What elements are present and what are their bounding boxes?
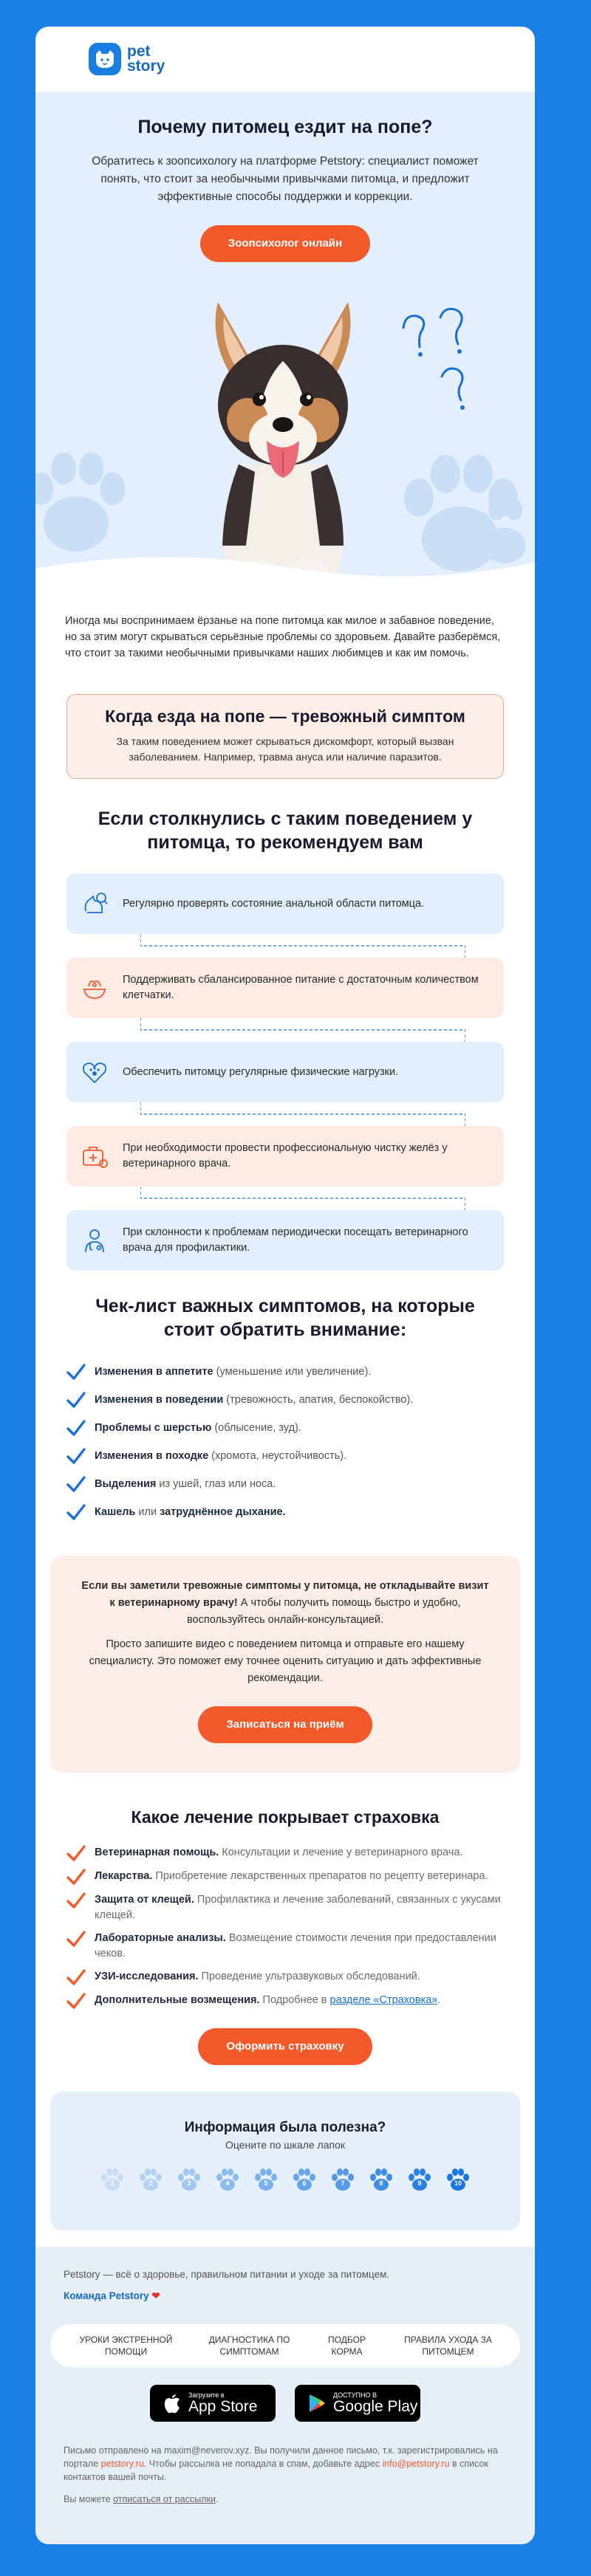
portal-link[interactable]: petstory.ru [100, 2459, 144, 2469]
legal-text-part: . Чтобы рассылка не попадала в спам, добавьте адрес [143, 2459, 383, 2469]
insurance-bold: Защита от клещей. [95, 1894, 194, 1906]
vet-kit-icon [78, 1140, 111, 1172]
legal-text-part: . [215, 2494, 219, 2504]
insurance-bold: Лабораторные анализы. [95, 1932, 226, 1944]
checklist-bold: Выделения [95, 1478, 157, 1490]
insurance-rest: Приобретение лекарственных препаратов по рецепту ветеринара. [152, 1870, 488, 1882]
heart-paw-icon [78, 1056, 111, 1088]
checklist-rest: (тревожность, апатия, беспокойство). [223, 1394, 414, 1406]
rating-paw-number: 5 [264, 2180, 268, 2187]
connector-line [140, 1018, 465, 1042]
checkmark-icon [66, 1969, 86, 1985]
rating-paw-6[interactable] [291, 2167, 318, 2194]
connector-line [140, 934, 465, 958]
checklist-rest: (хромота, неустойчивость). [208, 1450, 347, 1462]
vet-text-2: Просто запишите видео с поведением питомца и отправьте его нашему специалисту. Это поможет ему точнее оценить ситуацию и дать эффективные рекомендации. [89, 1638, 482, 1684]
checklist-rest: (уменьшение или увеличение). [213, 1366, 372, 1378]
apple-icon [163, 2393, 181, 2414]
checklist-rest: (облысение, зуд). [211, 1422, 301, 1434]
symptoms-checklist [66, 1358, 504, 1526]
nav-food-link[interactable]: ПОДБОР КОРМА [328, 2335, 366, 2357]
vet-doctor-icon [78, 1224, 111, 1257]
checkmark-icon [66, 1892, 86, 1909]
rating-paw-number: 8 [379, 2180, 383, 2187]
rating-block [50, 2092, 520, 2230]
checkmark-icon [66, 1504, 86, 1520]
rec-text: При необходимости провести профессиональную чистку желёз у ветеринарного врача. [123, 1142, 448, 1169]
footer [35, 2247, 535, 2544]
email-card [35, 27, 535, 2544]
app-store-button[interactable] [150, 2385, 276, 2422]
logo-text[interactable] [127, 44, 165, 74]
email-link[interactable]: info@petstory.ru [382, 2459, 450, 2469]
app-stores [35, 2385, 535, 2422]
checkmark-icon [66, 1476, 86, 1492]
vet-callout [50, 1556, 520, 1773]
rec-item [66, 1042, 504, 1102]
rating-paw-8[interactable] [368, 2167, 394, 2194]
checklist-rest: или [135, 1506, 160, 1518]
checkmark-icon [66, 1392, 86, 1408]
vet-text: А чтобы получить помощь быстро и удобно, воспользуйтесь онлайн-консультацией. [187, 1597, 461, 1626]
checkmark-icon [66, 1993, 86, 2009]
checkmark-icon [66, 1931, 86, 1947]
checklist-item [66, 1414, 504, 1442]
insurance-rest: Консультации и лечение у ветеринарного врача. [219, 1847, 463, 1858]
pet-check-icon [78, 887, 111, 920]
checklist-item [66, 1358, 504, 1386]
insurance-bold: Дополнительные возмещения. [95, 1994, 260, 2006]
unsubscribe-link[interactable]: отписаться от рассылки [113, 2494, 216, 2504]
insurance-bold: Лекарства. [95, 1870, 153, 1882]
food-bowl-icon [78, 972, 111, 1004]
checklist-item [66, 1442, 504, 1470]
rec-item [66, 958, 504, 1018]
insurance-section-link[interactable]: разделе «Страховка» [329, 1994, 438, 2006]
rating-paw-number: 2 [148, 2180, 153, 2187]
footer-tagline: Petstory — всё о здоровье, правильном питании и уходе за питомцем. [64, 2269, 390, 2280]
hero-text: Обратитесь к зоопсихологу на платформе Petstory: специалист поможет понять, что стоит за необычными привычками питомца, и предложит эффективные способы поддержки и коррекции. [92, 155, 479, 203]
recommendations-list [66, 873, 504, 1271]
connector-line [140, 1102, 465, 1126]
rating-paw-2[interactable] [137, 2167, 164, 2194]
book-appointment-button[interactable]: Записаться на приём [198, 1706, 372, 1743]
alert-text: За таким поведением может скрываться дискомфорт, который вызван заболеванием. Например, травма ануса или наличие паразитов. [116, 735, 454, 763]
checklist-bold: Изменения в поведении [95, 1394, 224, 1406]
legal-text [35, 2422, 535, 2506]
logo-word-1: pet [127, 43, 151, 60]
corgi-puppy-image [187, 280, 379, 590]
legal-text-part: Письмо отправлено на maxim@neverov.xyz. Вы получили данное письмо, т.к. зарегистрировались на портале [64, 2445, 498, 2469]
checklist-title: Чек-лист важных симптомов, на которые стоит обратить внимание: [95, 1296, 475, 1340]
header [35, 27, 535, 92]
rating-paws [50, 2167, 520, 2194]
footer-team-text: Команда Petstory [64, 2290, 149, 2301]
insurance-rest: Подробнее в [259, 1994, 330, 2006]
insurance-item [66, 1993, 504, 2009]
rating-subtitle: Оцените по шкале лапок [225, 2139, 346, 2151]
checklist-item [66, 1386, 504, 1414]
rating-paw-10[interactable] [445, 2167, 471, 2194]
appstore-large: App Store [188, 2398, 258, 2415]
rec-item [66, 1210, 504, 1271]
insurance-item [66, 1931, 504, 1962]
rating-paw-number: 3 [187, 2180, 191, 2187]
checklist-item [66, 1470, 504, 1498]
legal-text-part: в список контактов вашей почты. [64, 2459, 488, 2482]
rating-paw-9[interactable] [406, 2167, 433, 2194]
rec-item [66, 1126, 504, 1186]
connector-line [140, 1186, 465, 1210]
checkmark-icon [66, 1845, 86, 1861]
alert-title: Когда езда на попе — тревожный симптом [105, 707, 465, 726]
insurance-bold: Ветеринарная помощь. [95, 1847, 219, 1858]
rating-paw-3[interactable] [176, 2167, 202, 2194]
checklist-bold: затруднённое дыхание. [160, 1506, 286, 1518]
hero-wave [35, 546, 535, 591]
insurance-rest: Проведение ультразвуковых обследований. [198, 1971, 420, 1982]
checklist-bold: Изменения в походке [95, 1450, 209, 1462]
insurance-rest: Профилактика и лечение заболеваний, связанных с укусами клещей. [95, 1894, 501, 1921]
checklist-item [66, 1498, 504, 1526]
get-insurance-button[interactable]: Оформить страховку [198, 2028, 372, 2065]
vet-bold-text: Если вы заметили тревожные симптомы у питомца, не откладывайте визит к ветеринарному врачу! [81, 1580, 489, 1609]
nav-care-link[interactable]: ПРАВИЛА УХОДА ЗА ПИТОМЦЕМ [404, 2335, 492, 2357]
rating-paw-4[interactable] [214, 2167, 241, 2194]
rating-paw-number: 9 [417, 2180, 422, 2187]
footer-nav [50, 2324, 520, 2367]
rec-text: Поддерживать сбалансированное питание с достаточным количеством клетчатки. [123, 974, 479, 1001]
rating-paw-1[interactable] [99, 2167, 126, 2194]
footer-team [35, 2280, 535, 2302]
rating-paw-number: 7 [341, 2180, 345, 2187]
insurance-title: Какое лечение покрывает страховка [131, 1807, 440, 1827]
gplay-large: Google Play [333, 2398, 418, 2415]
rec-text: Обеспечить питомцу регулярные физические нагрузки. [123, 1065, 399, 1078]
alert-box [66, 694, 504, 779]
rec-item [66, 873, 504, 934]
insurance-item [66, 1969, 504, 1985]
insurance-list [66, 1845, 504, 2009]
rating-paw-7[interactable] [329, 2167, 356, 2194]
legal-text-part: Вы можете [64, 2494, 114, 2504]
insurance-rest: Возмещение стоимости лечения при предоставлении чеков. [95, 1932, 496, 1960]
nav-diagnostics-link[interactable]: ДИАГНОСТИКА ПО СИМПТОМАМ [208, 2335, 290, 2357]
rating-paw-number: 10 [454, 2180, 462, 2187]
recs-title: Если столкнулись с таким поведением у питомца, то рекомендуем вам [98, 808, 473, 853]
zoopsychologist-button[interactable]: Зоопсихолог онлайн [200, 225, 370, 262]
insurance-bold: УЗИ-исследования. [95, 1971, 199, 1982]
intro-text: Иногда мы воспринимаем ёрзанье на попе питомца как милое и забавное поведение, но за этим могут скрываться серьёзные проблемы со здоровьем. Давайте разберёмся, что стоит за такими необычными привычками наших любимцев и как им помочь. [65, 615, 501, 659]
hero-title: Почему питомец ездит на попе? [137, 117, 433, 137]
logo-cat-icon[interactable] [89, 43, 121, 75]
google-play-button[interactable] [295, 2385, 420, 2422]
rating-paw-number: 6 [302, 2180, 307, 2187]
checkmark-icon [66, 1869, 86, 1885]
rec-text: Регулярно проверять состояние анальной области питомца. [123, 897, 425, 910]
insurance-item [66, 1892, 504, 1923]
rating-paw-5[interactable] [253, 2167, 279, 2194]
logo-word-2: story [127, 58, 165, 75]
rating-paw-number: 1 [110, 2180, 115, 2187]
checkmark-icon [66, 1364, 86, 1380]
rec-text: При склонности к проблемам периодически посещать ветеринарного врача для профилактики. [123, 1226, 468, 1254]
checklist-bold: Кашель [95, 1506, 136, 1518]
insurance-item [66, 1845, 504, 1861]
rating-paw-number: 4 [225, 2180, 230, 2187]
checkmark-icon [66, 1420, 86, 1436]
question-marks-icon [397, 306, 486, 431]
hero-section [35, 92, 535, 591]
checklist-bold: Проблемы с шерстью [95, 1422, 212, 1434]
insurance-tail: . [437, 1994, 441, 2006]
nav-emergency-link[interactable]: УРОКИ ЭКСТРЕННОЙ ПОМОЩИ [79, 2335, 173, 2357]
appstore-small: Загрузите в [188, 2391, 225, 2399]
insurance-item [66, 1869, 504, 1885]
paw-decor-icon [35, 439, 139, 564]
rating-title: Информация была полезна? [184, 2120, 386, 2135]
heart-icon: ❤ [151, 2290, 160, 2301]
google-play-icon [308, 2394, 326, 2413]
gplay-small: ДОСТУПНО В [333, 2391, 377, 2399]
checkmark-icon [66, 1448, 86, 1464]
checklist-bold: Изменения в аппетите [95, 1366, 213, 1378]
checklist-rest: из ушей, глаз или носа. [156, 1478, 276, 1490]
